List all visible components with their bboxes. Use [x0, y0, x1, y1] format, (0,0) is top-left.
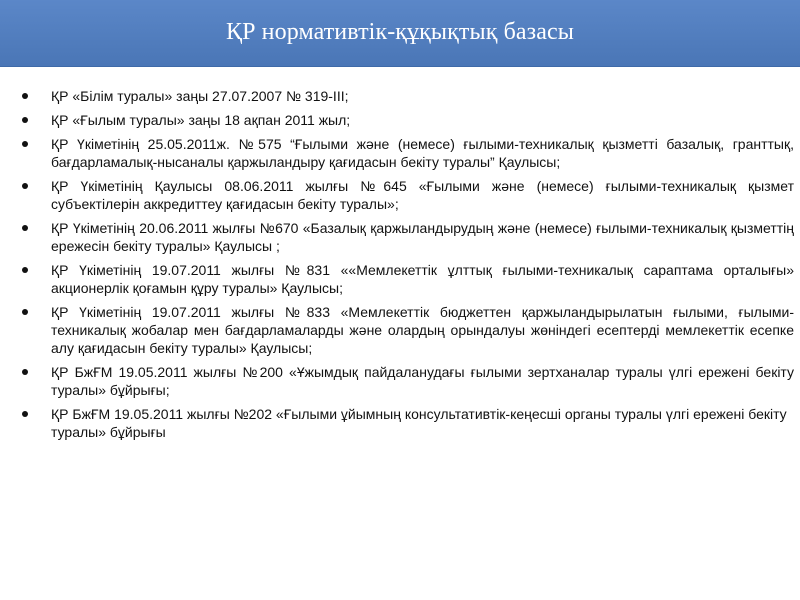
bullet-icon	[22, 93, 28, 99]
content-area	[22, 87, 794, 447]
list-item-text: ҚР БжҒМ 19.05.2011 жылғы №200 «Ұжымдық пайдаланудағы ғылыми зертханалар туралы үлгі ережені бекіту туралы» бұйрығы;	[51, 364, 794, 398]
list-item	[22, 261, 794, 297]
list-item	[22, 219, 794, 255]
list-item-text: ҚР Үкіметінің 19.07.2011 жылғы №833 «Мемлекеттік бюджеттен қаржыландырылатын ғылыми, ғылыми-техникалық жобалар мен бағдарламаларды және олардың орындалуы жөніндегі есептерді мемлекеттік есепке алу қағидасын бекіту туралы» Қаулысы;	[51, 304, 794, 356]
list-item-text: ҚР Үкіметінің 25.05.2011ж. №575 “Ғылыми және (немесе) ғылыми-техникалық қызметті базалық, гранттық, бағдарламалық-нысаналы қаржыландыру қағидасын бекіту туралы” Қаулысы;	[51, 136, 794, 170]
list-item-text: ҚР Үкіметінің 19.07.2011 жылғы №831 ««Мемлекеттік ұлттық ғылыми-техникалық сараптама орталығы» акционерлік қоғамын құру туралы» Қаулысы;	[51, 262, 794, 296]
bullet-icon	[22, 183, 28, 189]
list-item	[22, 303, 794, 357]
bullet-icon	[22, 225, 28, 231]
bullet-icon	[22, 141, 28, 147]
list-item	[22, 135, 794, 171]
list-item	[22, 177, 794, 213]
bullet-icon	[22, 369, 28, 375]
bullet-icon	[22, 267, 28, 273]
bullet-icon	[22, 411, 28, 417]
list-item-text: ҚР «Білім туралы» заңы 27.07.2007 № 319-ІІІ;	[51, 88, 349, 104]
list-item	[22, 87, 794, 105]
list-item-text: ҚР Үкіметінің Қаулысы 08.06.2011 жылғы №645 «Ғылыми және (немесе) ғылыми-техникалық қызмет субъектілерін аккредиттеу қағидасын бекіту туралы»;	[51, 178, 794, 212]
list-item	[22, 111, 794, 129]
bullet-icon	[22, 309, 28, 315]
page-title: ҚР нормативтік-құқықтық базасы	[226, 19, 574, 45]
list-item-text: ҚР Үкіметінің 20.06.2011 жылғы №670 «Базалық қаржыландырудың және (немесе) ғылыми-техникалық қызметтің ережесін бекіту туралы» Қаулысы ;	[51, 220, 794, 254]
list-item-text: ҚР «Ғылым туралы» заңы 18 ақпан 2011 жыл;	[51, 112, 351, 128]
list-item	[22, 405, 794, 441]
bullet-icon	[22, 117, 28, 123]
list-item	[22, 363, 794, 399]
list-item-text: ҚР БжҒМ 19.05.2011 жылғы №202 «Ғылыми ұйымның консультативтік-кеңесші органы туралы үлгі ережені бекіту туралы» бұйрығы	[51, 406, 787, 440]
title-bar	[0, 0, 800, 67]
regulation-list	[22, 87, 794, 441]
